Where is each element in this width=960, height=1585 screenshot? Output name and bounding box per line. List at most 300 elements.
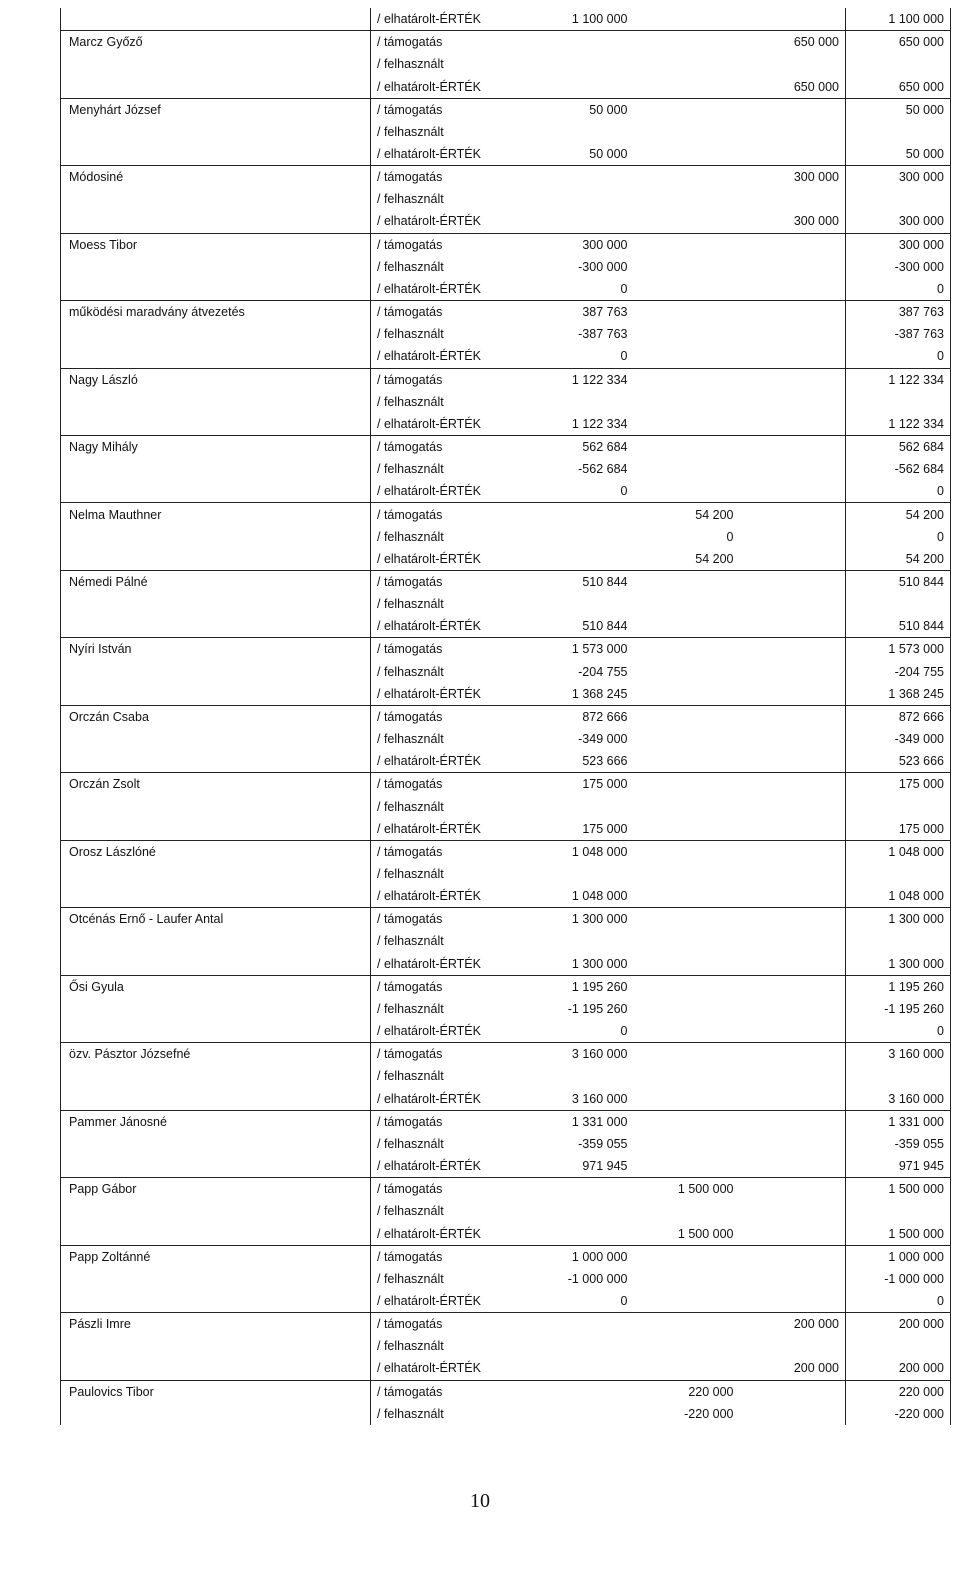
- amount-col-1: [528, 31, 634, 54]
- amount-col-3: [740, 278, 846, 301]
- amount-total: 650 000: [846, 31, 951, 54]
- entry-type: / felhasznált: [371, 121, 528, 143]
- amount-col-3: [740, 480, 846, 503]
- amount-col-3: [740, 683, 846, 706]
- amount-col-2: [634, 1268, 740, 1290]
- amount-col-1: [528, 1178, 634, 1201]
- recipient-name: [61, 1290, 371, 1313]
- amount-col-2: 220 000: [688, 1384, 734, 1399]
- amount-col-1: -349 000: [578, 732, 628, 747]
- entry-type: / felhasznált: [371, 526, 528, 548]
- amount-col-1: [528, 1335, 634, 1357]
- amount-col-3: [740, 570, 846, 593]
- amount-col-1: 1 100 000: [528, 8, 634, 31]
- amount-total: 510 844: [846, 570, 951, 593]
- amount-col-1: -1 000 000: [567, 1271, 628, 1286]
- table-row: [61, 188, 951, 210]
- amount-col-1: 0: [528, 1020, 634, 1043]
- table-row: [61, 75, 951, 98]
- table-row: [61, 998, 951, 1020]
- recipient-name: [61, 75, 371, 98]
- table-row: [61, 480, 951, 503]
- table-row: [61, 638, 951, 661]
- amount-total: [846, 1200, 951, 1222]
- amount-col-3: [740, 1403, 846, 1425]
- recipient-name: [61, 1133, 371, 1155]
- amount-col-3: [740, 53, 846, 75]
- table-row: [61, 1088, 951, 1111]
- table-row: [61, 301, 951, 324]
- table-row: [61, 526, 951, 548]
- entry-type: / támogatás: [371, 98, 528, 121]
- amount-col-3: [740, 1268, 846, 1290]
- amount-col-2: 54 200: [634, 548, 740, 571]
- entry-type: / elhatárolt-ÉRTÉK: [371, 345, 528, 368]
- entry-type: / felhasznált: [371, 1335, 528, 1357]
- amount-col-3: 200 000: [740, 1313, 846, 1336]
- recipient-name: Módosiné: [61, 166, 371, 189]
- amount-col-1: [528, 526, 634, 548]
- amount-col-1: 175 000: [528, 818, 634, 841]
- recipient-name: [61, 885, 371, 908]
- entry-type: / elhatárolt-ÉRTÉK: [371, 548, 528, 571]
- ledger-table: [60, 8, 951, 1425]
- recipient-name: Némedi Pálné: [61, 570, 371, 593]
- amount-col-1: [528, 863, 634, 885]
- entry-type: / felhasznált: [371, 661, 528, 683]
- amount-total: 1 331 000: [846, 1110, 951, 1133]
- amount-col-3: 300 000: [740, 166, 846, 189]
- amount-col-2: [634, 345, 740, 368]
- amount-col-3: [740, 1380, 846, 1403]
- recipient-name: [61, 480, 371, 503]
- amount-col-3: [740, 345, 846, 368]
- amount-col-1: [528, 75, 634, 98]
- amount-col-1: 1 573 000: [571, 642, 628, 657]
- recipient-name: [61, 953, 371, 976]
- amount-col-2: [634, 458, 740, 480]
- amount-col-2: [634, 391, 740, 413]
- recipient-name: [61, 345, 371, 368]
- entry-type: / támogatás: [371, 233, 528, 256]
- amount-col-3: [740, 1222, 846, 1245]
- table-row: [61, 1313, 951, 1336]
- recipient-name: [61, 930, 371, 952]
- amount-total: 0: [846, 278, 951, 301]
- amount-col-3: [740, 391, 846, 413]
- amount-col-3: [740, 1065, 846, 1087]
- recipient-name: Paulovics Tibor: [61, 1380, 371, 1403]
- amount-col-1: -562 684: [578, 462, 628, 477]
- entry-type: / támogatás: [371, 705, 528, 728]
- entry-type: / elhatárolt-ÉRTÉK: [371, 75, 528, 98]
- table-row: [61, 908, 951, 931]
- amount-col-2: [634, 1357, 740, 1380]
- amount-total: [846, 391, 951, 413]
- amount-col-2: [634, 1110, 740, 1133]
- amount-col-2: [634, 818, 740, 841]
- recipient-name: Menyhárt József: [61, 98, 371, 121]
- entry-type: / felhasznált: [371, 323, 528, 345]
- amount-col-1: 1 048 000: [528, 885, 634, 908]
- amount-total: 175 000: [846, 773, 951, 796]
- recipient-name: Nyíri István: [61, 638, 371, 661]
- amount-col-2: [634, 593, 740, 615]
- recipient-name: [61, 548, 371, 571]
- amount-col-2: [634, 863, 740, 885]
- entry-type: / felhasznált: [371, 1403, 528, 1425]
- amount-col-2: -220 000: [684, 1406, 734, 1421]
- amount-col-3: [740, 705, 846, 728]
- table-row: [61, 121, 951, 143]
- amount-col-3: 300 000: [740, 210, 846, 233]
- amount-total: 0: [846, 1020, 951, 1043]
- recipient-name: [61, 1088, 371, 1111]
- table-row: [61, 1268, 951, 1290]
- table-row: [61, 391, 951, 413]
- amount-col-2: [634, 1088, 740, 1111]
- amount-total: -204 755: [846, 661, 951, 683]
- amount-col-1: [528, 166, 634, 189]
- amount-total: -1 000 000: [846, 1268, 951, 1290]
- amount-total: 1 500 000: [846, 1178, 951, 1201]
- amount-col-3: [740, 548, 846, 571]
- amount-col-1: [528, 1222, 634, 1245]
- amount-col-2: [634, 795, 740, 817]
- entry-type: / támogatás: [371, 840, 528, 863]
- amount-total: 1 100 000: [846, 8, 951, 31]
- amount-total: -562 684: [846, 458, 951, 480]
- table-row: [61, 413, 951, 436]
- entry-type: / elhatárolt-ÉRTÉK: [371, 413, 528, 436]
- amount-col-1: 971 945: [528, 1155, 634, 1178]
- amount-col-3: [740, 256, 846, 278]
- recipient-name: Marcz Győző: [61, 31, 371, 54]
- recipient-name: Ősi Gyula: [61, 975, 371, 998]
- entry-type: / elhatárolt-ÉRTÉK: [371, 885, 528, 908]
- amount-col-2: [634, 930, 740, 952]
- recipient-name: [61, 593, 371, 615]
- amount-col-1: 1 122 334: [571, 372, 628, 387]
- amount-col-3: [740, 98, 846, 121]
- recipient-name: [61, 1155, 371, 1178]
- amount-col-1: 175 000: [582, 777, 628, 792]
- amount-total: 0: [846, 345, 951, 368]
- amount-col-3: [740, 615, 846, 638]
- table-row: [61, 1200, 951, 1222]
- recipient-name: [61, 1020, 371, 1043]
- amount-col-2: [634, 233, 740, 256]
- amount-col-2: [634, 840, 740, 863]
- entry-type: / támogatás: [371, 1380, 528, 1403]
- amount-col-2: 1 500 000: [634, 1222, 740, 1245]
- amount-col-3: [740, 953, 846, 976]
- table-row: [61, 750, 951, 773]
- table-row: [61, 368, 951, 391]
- amount-total: 54 200: [846, 548, 951, 571]
- amount-total: 300 000: [846, 233, 951, 256]
- entry-type: / elhatárolt-ÉRTÉK: [371, 818, 528, 841]
- amount-total: 1 000 000: [846, 1245, 951, 1268]
- amount-col-1: 1 000 000: [571, 1249, 628, 1264]
- table-row: [61, 840, 951, 863]
- amount-col-1: [528, 1380, 634, 1403]
- recipient-name: [61, 998, 371, 1020]
- table-row: [61, 1133, 951, 1155]
- amount-col-1: -300 000: [578, 259, 628, 274]
- amount-total: 650 000: [846, 75, 951, 98]
- amount-col-2: [634, 1335, 740, 1357]
- amount-total: 1 122 334: [846, 413, 951, 436]
- amount-total: 1 300 000: [846, 953, 951, 976]
- amount-col-1: 300 000: [582, 237, 628, 252]
- amount-total: 971 945: [846, 1155, 951, 1178]
- amount-col-1: [528, 121, 634, 143]
- amount-total: [846, 795, 951, 817]
- amount-col-1: 1 048 000: [571, 844, 628, 859]
- amount-col-2: [634, 301, 740, 324]
- table-row: [61, 615, 951, 638]
- amount-col-3: [740, 728, 846, 750]
- amount-col-3: [740, 526, 846, 548]
- recipient-name: özv. Pásztor Józsefné: [61, 1043, 371, 1066]
- table-row: [61, 705, 951, 728]
- amount-col-2: [634, 1043, 740, 1066]
- table-row: [61, 503, 951, 526]
- recipient-name: [61, 391, 371, 413]
- amount-col-2: [634, 750, 740, 773]
- amount-col-3: [740, 908, 846, 931]
- amount-col-3: [740, 1020, 846, 1043]
- amount-col-3: [740, 143, 846, 166]
- amount-col-3: [740, 975, 846, 998]
- amount-col-3: [740, 1110, 846, 1133]
- amount-col-2: [634, 75, 740, 98]
- recipient-name: Orczán Zsolt: [61, 773, 371, 796]
- amount-col-1: [528, 53, 634, 75]
- amount-total: 50 000: [846, 98, 951, 121]
- recipient-name: Papp Gábor: [61, 1178, 371, 1201]
- table-row: [61, 863, 951, 885]
- amount-col-2: [634, 998, 740, 1020]
- amount-col-2: [634, 1155, 740, 1178]
- amount-col-3: [740, 1155, 846, 1178]
- amount-col-2: [634, 885, 740, 908]
- recipient-name: [61, 188, 371, 210]
- table-row: [61, 773, 951, 796]
- table-row: [61, 1222, 951, 1245]
- amount-col-3: 650 000: [740, 31, 846, 54]
- amount-col-2: [634, 31, 740, 54]
- amount-col-1: 1 331 000: [571, 1114, 628, 1129]
- amount-col-1: 872 666: [582, 709, 628, 724]
- recipient-name: működési maradvány átvezetés: [61, 301, 371, 324]
- table-row: [61, 1403, 951, 1425]
- amount-col-3: [740, 638, 846, 661]
- entry-type: / támogatás: [371, 31, 528, 54]
- amount-col-2: [634, 1245, 740, 1268]
- amount-col-2: [634, 908, 740, 931]
- entry-type: / elhatárolt-ÉRTÉK: [371, 1088, 528, 1111]
- entry-type: / támogatás: [371, 1313, 528, 1336]
- amount-col-3: [740, 818, 846, 841]
- entry-type: / felhasznált: [371, 1065, 528, 1087]
- recipient-name: [61, 8, 371, 31]
- recipient-name: Orczán Csaba: [61, 705, 371, 728]
- table-row: [61, 661, 951, 683]
- table-row: [61, 31, 951, 54]
- amount-col-3: [740, 661, 846, 683]
- amount-col-1: [528, 391, 634, 413]
- table-row: [61, 548, 951, 571]
- recipient-name: [61, 863, 371, 885]
- entry-type: / elhatárolt-ÉRTÉK: [371, 953, 528, 976]
- amount-col-2: [634, 323, 740, 345]
- entry-type: / támogatás: [371, 1245, 528, 1268]
- amount-col-3: [740, 301, 846, 324]
- amount-col-2: [634, 143, 740, 166]
- table-row: [61, 570, 951, 593]
- amount-total: 1 573 000: [846, 638, 951, 661]
- amount-col-2: [634, 1020, 740, 1043]
- recipient-name: Moess Tibor: [61, 233, 371, 256]
- amount-col-3: [740, 121, 846, 143]
- amount-col-2: [634, 1133, 740, 1155]
- entry-type: / elhatárolt-ÉRTÉK: [371, 210, 528, 233]
- recipient-name: [61, 615, 371, 638]
- amount-total: -1 195 260: [846, 998, 951, 1020]
- entry-type: / felhasznált: [371, 1268, 528, 1290]
- table-row: [61, 8, 951, 31]
- recipient-name: [61, 1065, 371, 1087]
- recipient-name: Otcénás Ernő - Laufer Antal: [61, 908, 371, 931]
- amount-col-1: 50 000: [589, 102, 628, 117]
- entry-type: / támogatás: [371, 301, 528, 324]
- amount-col-2: 0: [726, 529, 734, 544]
- entry-type: / felhasznált: [371, 930, 528, 952]
- amount-col-1: 1 300 000: [528, 953, 634, 976]
- amount-col-3: [740, 998, 846, 1020]
- entry-type: / elhatárolt-ÉRTÉK: [371, 1020, 528, 1043]
- amount-col-3: [740, 840, 846, 863]
- table-row: [61, 143, 951, 166]
- entry-type: / elhatárolt-ÉRTÉK: [371, 683, 528, 706]
- amount-col-1: [528, 210, 634, 233]
- amount-col-2: [634, 683, 740, 706]
- recipient-name: [61, 795, 371, 817]
- amount-col-3: [740, 233, 846, 256]
- amount-col-3: [740, 930, 846, 952]
- recipient-name: [61, 1222, 371, 1245]
- recipient-name: [61, 1200, 371, 1222]
- entry-type: / elhatárolt-ÉRTÉK: [371, 750, 528, 773]
- amount-col-2: [634, 953, 740, 976]
- table-row: [61, 435, 951, 458]
- amount-col-1: 0: [528, 1290, 634, 1313]
- recipient-name: [61, 53, 371, 75]
- entry-type: / felhasznált: [371, 188, 528, 210]
- amount-total: 54 200: [846, 503, 951, 526]
- table-row: [61, 1245, 951, 1268]
- amount-total: [846, 53, 951, 75]
- amount-col-1: 1 122 334: [528, 413, 634, 436]
- recipient-name: [61, 1357, 371, 1380]
- amount-col-2: [634, 98, 740, 121]
- entry-type: / támogatás: [371, 435, 528, 458]
- amount-total: 523 666: [846, 750, 951, 773]
- amount-total: [846, 593, 951, 615]
- amount-col-1: 0: [528, 345, 634, 368]
- amount-col-2: [634, 480, 740, 503]
- table-row: [61, 885, 951, 908]
- entry-type: / felhasznált: [371, 863, 528, 885]
- table-row: [61, 1357, 951, 1380]
- table-row: [61, 1335, 951, 1357]
- table-row: [61, 1155, 951, 1178]
- amount-col-1: 562 684: [582, 440, 628, 455]
- amount-total: -387 763: [846, 323, 951, 345]
- amount-col-2: [634, 661, 740, 683]
- amount-total: 3 160 000: [846, 1088, 951, 1111]
- entry-type: / felhasznált: [371, 728, 528, 750]
- recipient-name: [61, 278, 371, 301]
- amount-total: 387 763: [846, 301, 951, 324]
- amount-col-2: [634, 773, 740, 796]
- amount-total: [846, 1065, 951, 1087]
- amount-col-1: 510 844: [528, 615, 634, 638]
- amount-total: -349 000: [846, 728, 951, 750]
- table-row: [61, 256, 951, 278]
- amount-col-2: [634, 413, 740, 436]
- amount-total: 1 500 000: [846, 1222, 951, 1245]
- amount-total: 1 368 245: [846, 683, 951, 706]
- amount-col-1: 387 763: [582, 305, 628, 320]
- amount-col-3: [740, 188, 846, 210]
- entry-type: / támogatás: [371, 975, 528, 998]
- entry-type: / felhasznált: [371, 391, 528, 413]
- entry-type: / támogatás: [371, 638, 528, 661]
- amount-total: 562 684: [846, 435, 951, 458]
- entry-type: / elhatárolt-ÉRTÉK: [371, 1222, 528, 1245]
- amount-col-3: [740, 750, 846, 773]
- amount-total: 200 000: [846, 1313, 951, 1336]
- amount-col-2: [634, 210, 740, 233]
- amount-col-3: [740, 435, 846, 458]
- recipient-name: Papp Zoltánné: [61, 1245, 371, 1268]
- amount-total: 50 000: [846, 143, 951, 166]
- amount-col-3: [740, 1200, 846, 1222]
- recipient-name: Nelma Mauthner: [61, 503, 371, 526]
- amount-col-2: [634, 256, 740, 278]
- entry-type: / támogatás: [371, 1110, 528, 1133]
- amount-col-2: [634, 975, 740, 998]
- amount-col-2: [634, 1313, 740, 1336]
- amount-col-1: [528, 593, 634, 615]
- entry-type: / elhatárolt-ÉRTÉK: [371, 480, 528, 503]
- amount-col-3: [740, 1245, 846, 1268]
- entry-type: / támogatás: [371, 166, 528, 189]
- amount-col-2: [634, 8, 740, 31]
- amount-col-3: [740, 1088, 846, 1111]
- entry-type: / elhatárolt-ÉRTÉK: [371, 1155, 528, 1178]
- amount-col-3: [740, 368, 846, 391]
- amount-col-2: [634, 728, 740, 750]
- amount-col-1: [528, 188, 634, 210]
- amount-col-1: 1 300 000: [571, 912, 628, 927]
- amount-total: [846, 930, 951, 952]
- table-row: [61, 1043, 951, 1066]
- recipient-name: [61, 256, 371, 278]
